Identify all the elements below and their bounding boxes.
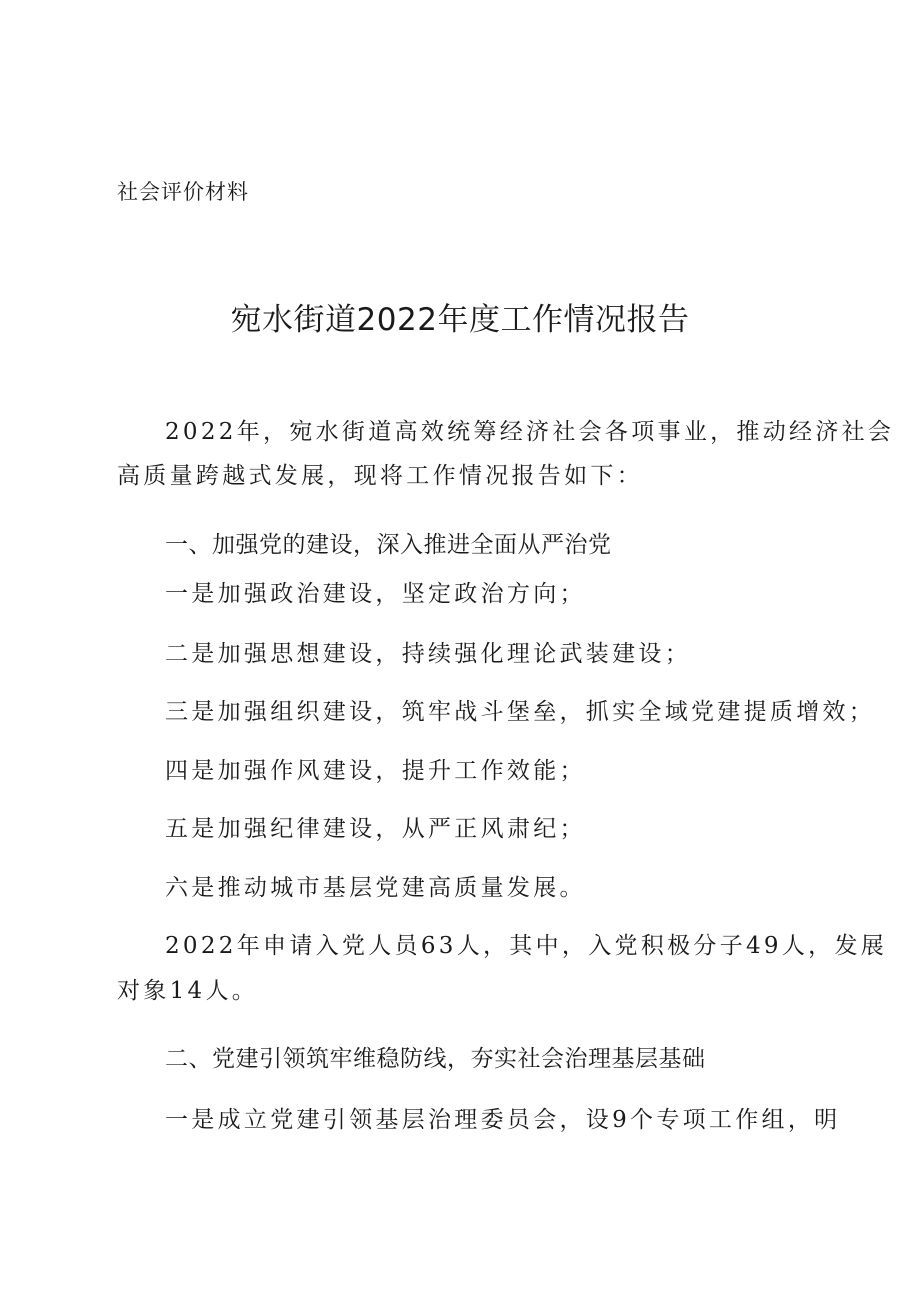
intro-line-1: 2022年，宛水街道高效统筹经济社会各项事业，推动经济社会 bbox=[165, 419, 895, 445]
section-2-item-1: 一是成立党建引领基层治理委员会，设9个专项工作组，明 bbox=[165, 1107, 841, 1133]
intro-line-2: 高质量跨越式发展，现将工作情况报告如下： bbox=[117, 463, 643, 489]
section-1-stats-line-2: 对象14人。 bbox=[117, 978, 259, 1004]
section-1-heading: 一、加强党的建设，深入推进全面从严治党 bbox=[165, 532, 612, 558]
section-1-item-2: 二是加强思想建设，持续强化理论武装建设； bbox=[165, 641, 691, 667]
document-title: 宛水街道2022年度工作情况报告 bbox=[230, 302, 690, 338]
section-1-item-1: 一是加强政治建设，坚定政治方向； bbox=[165, 581, 586, 607]
section-1-item-4: 四是加强作风建设，提升工作效能； bbox=[165, 758, 586, 784]
section-1-item-6: 六是推动城市基层党建高质量发展。 bbox=[165, 875, 586, 901]
section-1-stats-line-1: 2022年申请入党人员63人，其中，入党积极分子49人，发展 bbox=[165, 933, 888, 959]
document-label: 社会评价材料 bbox=[117, 180, 249, 204]
section-2-heading: 二、党建引领筑牢维稳防线，夯实社会治理基层基础 bbox=[165, 1046, 706, 1072]
section-1-item-5: 五是加强纪律建设，从严正风肃纪； bbox=[165, 816, 586, 842]
section-1-item-3: 三是加强组织建设，筑牢战斗堡垒，抓实全域党建提质增效； bbox=[165, 699, 876, 725]
